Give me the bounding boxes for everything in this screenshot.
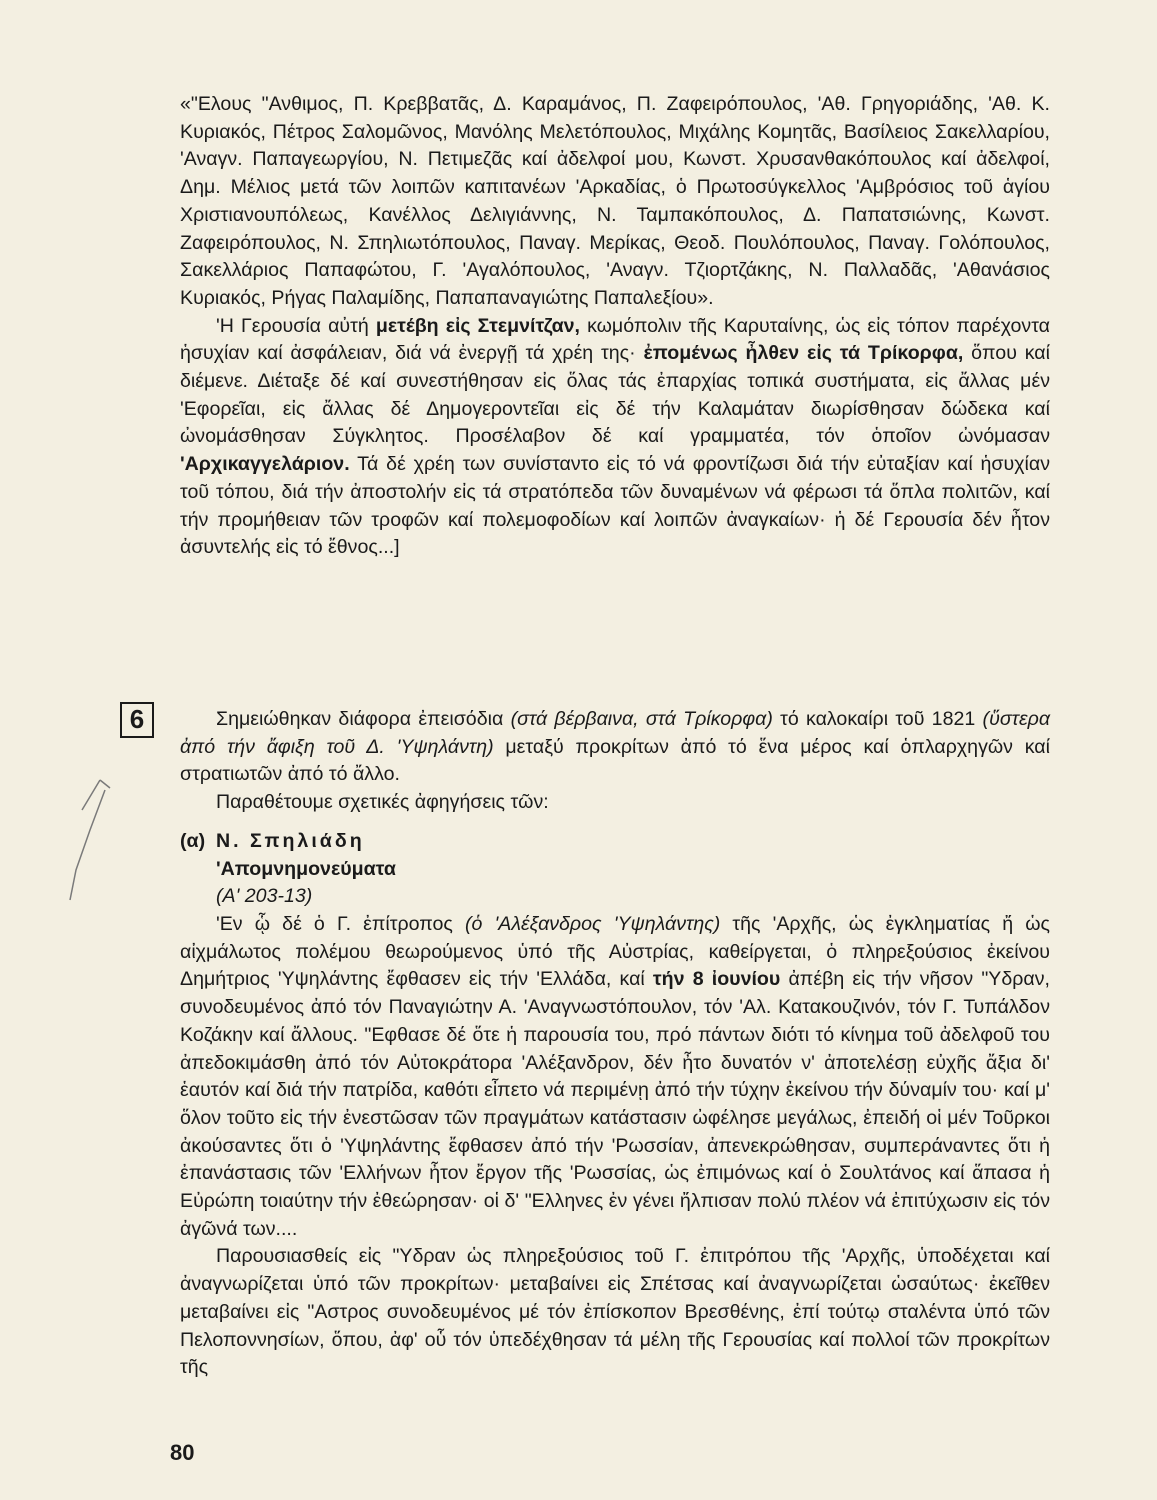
source-heading: [180, 828, 1050, 911]
bold-phrase: μετέβη εἰς Στεμνίτζαν,: [375, 314, 580, 337]
section-number-box: 6: [120, 702, 154, 738]
source-quotation: [180, 911, 1050, 1382]
section-6-paragraph: Σημειώθηκαν διάφορα ἐπεισόδια (στά βέρβαινα, στά Τρίκορφα) τό καλοκαίρι τοῦ 1821 (ὕστερα ἀπό τήν ἄφιξη τοῦ Δ. 'Υψηλάντη) μεταξύ προκρίτων ἀπό τό ἕνα μέρος καί ὁπλαρχηγῶν καί στρατιωτῶν ἀπό τό ἄλλο.: [180, 708, 1050, 786]
source-author: Ν. Σπηλιάδη: [216, 830, 365, 852]
quote-paragraph-1: 'Εν ᾧ δέ ὁ Γ. ἐπίτροπος (ὁ 'Αλέξανδρος 'Υψηλάντης) τῆς 'Αρχῆς, ὡς ἐγκληματίας ἤ ὡς αἰχμάλωτος πολέμου θεωρούμενος ὑπό τῆς Αὐστρίας, καθείργεται, ὁ πληρεξούσιος ἐκείνου Δημήτριος 'Υψηλάντης ἔφθασεν εἰς τήν 'Ελλάδα, καί τήν 8 ἰουνίου ἀπέβη εἰς τήν νῆσον "Υδραν, συνοδευμένος ἀπό τόν Παναγιώτην Α. 'Αναγνωστόπουλον, τόν 'Αλ. Κατακουζινόν, τόν Γ. Τυπάλδον Κοζάκην καί ἄλλους. "Εφθασε δέ ὅτε ἡ παρουσία του, πρό πάντων διότι τό κίνημα τοῦ ἀδελφοῦ του ἀπεδοκιμάσθη ἀπό τόν Αὐτοκράτορα 'Αλέξανδρον, δέν ἦτο δυνατόν ν' ἀποτελέσῃ εὐχῆς ἄξια δι' ἑαυτόν καί διά τήν πατρίδα, καθότι εἶπετο νά περιμένῃ ἀπό τήν τύχην ἐκείνου τήν δύναμίν του· καί μ' ὅλον τοῦτο εἰς τήν ἐνεστῶσαν τῶν πραγμάτων κατάστασιν ὠφέλησε μεγάλως, ἐπειδή οἱ μέν Τοῦρκοι ἀκούσαντες ὅτι ὁ 'Υψηλάντης ἔφθασεν ἀπό τήν 'Ρωσσίαν, ἀπενεκρώθησαν, συμπεράναντες ὅτι ἡ ἐπανάστασις τῶν 'Ελλήνων ἦτον ἔργον τῆς 'Ρωσσίας, ὡς ἐπιμόνως καί ὁ Σουλτάνος καί ἅπασα ἡ Εὐρώπη τοιαύτην τήν ἐθεώρησαν· οἱ δ' "Ελληνες ἐν γένει ἤλπισαν πολύ πλέον νά ἐπιτύχωσιν εἰς τόν ἀγῶνά των....: [180, 913, 1050, 1240]
source-label: (α): [180, 830, 206, 852]
bold-date: τήν 8 ἰουνίου: [652, 968, 781, 991]
section-6-text: [180, 706, 1050, 817]
bold-phrase: 'Αρχικαγγελάριον.: [180, 453, 350, 476]
bold-phrase: ἐπομένως ἦλθεν εἰς τά Τρίκορφα,: [643, 342, 964, 365]
section-6-lead-in: Παραθέτουμε σχετικές ἀφηγήσεις τῶν:: [216, 791, 549, 814]
page-number: 80: [170, 1440, 195, 1465]
source-reference: (Α' 203-13): [216, 885, 313, 908]
quote-paragraph-2: Παρουσιασθείς εἰς "Υδραν ὡς πληρεξούσιος τοῦ Γ. ἐπιτρόπου τῆς 'Αρχῆς, ὑποδέχεται καί ἀναγνωρίζεται ὑπό τῶν προκρίτων· μεταβαίνει εἰς Σπέτσας καί ἀναγνωρίζεται ὡσαύτως· ἐκεῖθεν μεταβαίνει εἰς "Αστρος συνοδευμένος μέ τόν ἐπίσκοπον Βρεσθένης, ἐπί τούτῳ σταλέντα ὑπό τῶν Πελοποννησίων, ὅπου, ἀφ' οὗ τόν ὑπεδέχθησαν τά μέλη τῆς Γερουσίας καί πολλοί τῶν προκρίτων τῆς: [180, 1245, 1050, 1379]
source-work: 'Απομνημονεύματα: [216, 857, 396, 880]
intro-paragraph-gerousia: 'Η Γερουσία αὐτή μετέβη εἰς Στεμνίτζαν, κωμόπολιν τῆς Καρυταίνης, ὡς εἰς τόπον παρέχοντα ἡσυχίαν καί ἀσφάλειαν, διά νά ἐνεργῇ τά χρέη της· ἐπομένως ἦλθεν εἰς τά Τρίκορφα, ὅπου καί διέμενε. Διέταξε δέ καί συνεστήθησαν εἰς ὅλας τάς ἐπαρχίας τοπικά συστήματα, εἰς ἄλλας μέν 'Εφορεῖαι, εἰς ἄλλας δέ Δημογεροντεῖαι εἰς δέ τήν Καλαμάταν διωρίσθησαν δώδεκα καί ὠνομάσθησαν Σύγκλητος. Προσέλαβον δέ καί γραμματέα, τόν ὁποῖον ὠνόμασαν 'Αρχικαγγελάριον. Τά δέ χρέη των συνίσταντο εἰς τό νά φροντίζωσι διά τήν εὐταξίαν καί ἡσυχίαν τοῦ τόπου, διά τήν ἀποστολήν εἰς τά στρατόπεδα τῶν δυναμένων νά φέρωσι τά ὅπλα πολιτῶν, καί τήν προμήθειαν τῶν τροφῶν καί πολεμοφοδίων καί λοιπῶν ἀναγκαίων· ἡ δέ Γερουσία δέν ἦτον ἀσυντελής εἰς τό ἔθνος...]: [180, 314, 1051, 559]
intro-text: [180, 91, 1050, 562]
intro-paragraph-signatories: «"Ελους "Ανθιμος, Π. Κρεββατᾶς, Δ. Καραμάνος, Π. Ζαφειρόπουλος, 'Αθ. Γρηγοριάδης, 'Αθ. Κ. Κυριακός, Πέτρος Σαλομῶνος, Μανόλης Μελετόπουλος, Μιχάλης Κομητᾶς, Βασίλειος Σακελλαρίου, 'Αναγν. Παπαγεωργίου, Ν. Πετιμεζᾶς καί ἀδελφοί μου, Κωνστ. Χρυσανθακόπουλος καί ἀδελφοί, Δημ. Μέλιος μετά τῶν λοιπῶν καπιτανέων 'Αρκαδίας, ὁ Πρωτοσύγκελλος 'Αμβρόσιος τοῦ ἁγίου Χριστιανουπόλεως, Κανέλλος Δελιγιάννης, Ν. Ταμπακόπουλος, Δ. Παπατσιώνης, Κωνστ. Ζαφειρόπουλος, Ν. Σπηλιωτόπουλος, Παναγ. Μερίκας, Θεοδ. Πουλόπουλος, Παναγ. Γολόπουλος, Σακελλάριος Παπαφώτου, Γ. 'Αγαλόπουλος, 'Αναγν. Τζιορτζάκης, Ν. Παλλαδᾶς, 'Αθανάσιος Κυριακός, Ρήγας Παλαμίδης, Παπαπαναγιώτης Παπαλεξίου».: [180, 93, 1050, 309]
pencil-mark-icon: [30, 770, 130, 910]
